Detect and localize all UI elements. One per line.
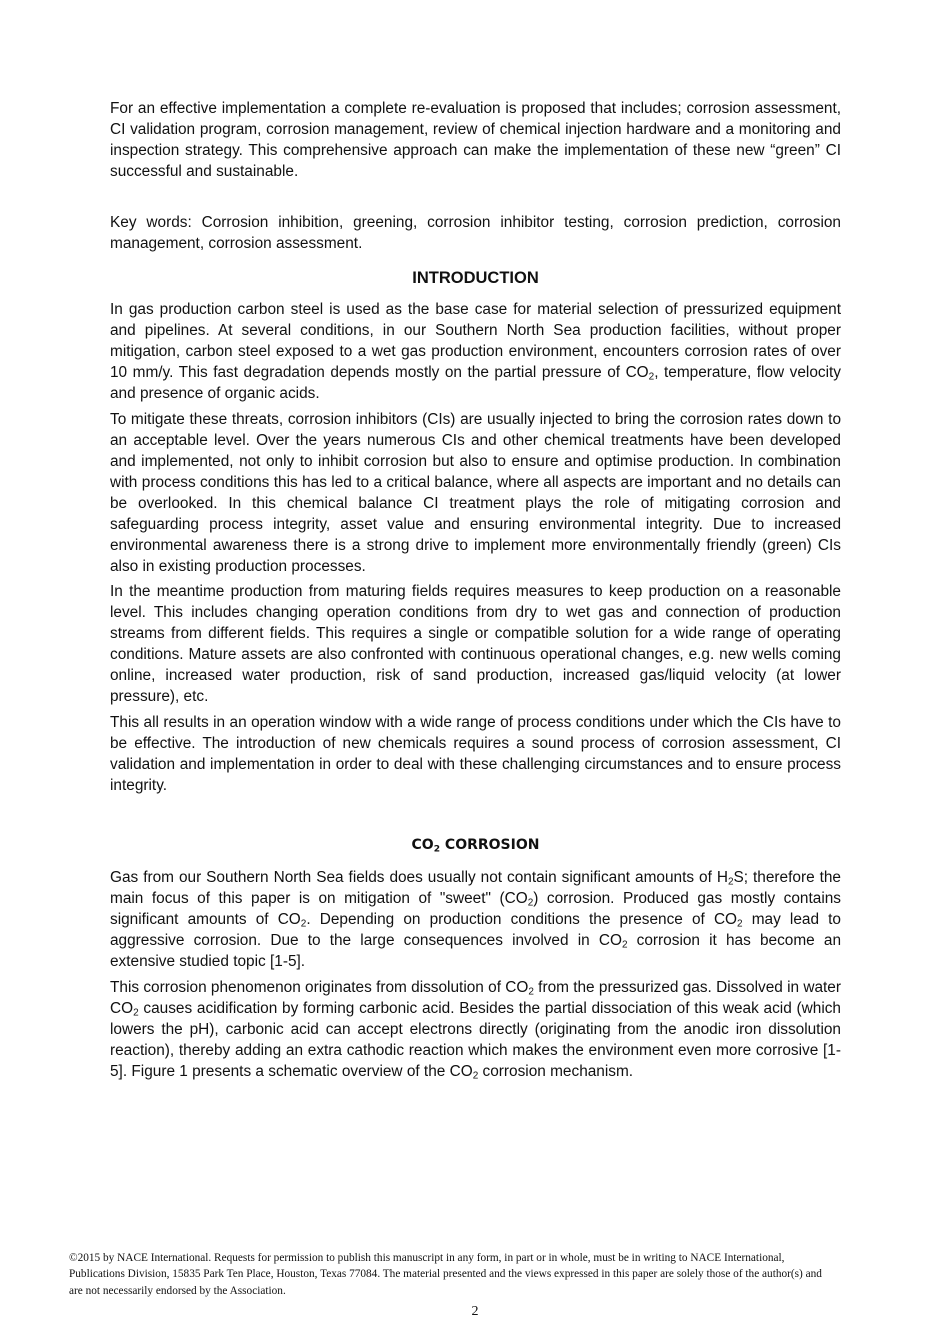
co2-corrosion-heading: $CO_2$ CORROSION bbox=[411, 837, 540, 855]
page-number: 2 bbox=[471, 1304, 479, 1319]
introduction-paragraph-3: In the meantime production from maturing fields requires measures to keep production on a reasonable level. This includes changing operation conditions from dry to wet gas and connection of production streams from different fields. This requires a single or compatible solution for a wide range of operating conditions. Mature assets are also confronted with continuous operational changes, e.g. new wells coming online, increased water production, risk of sand production, increased gas/liquid velocity (at lower pressure), etc. bbox=[110, 583, 841, 705]
co2-corrosion-paragraph-2: This corrosion phenomenon originates from dissolution of $CO_2$ from the pressurized gas. Dissolved in water $CO_2$ causes acidification by forming carbonic acid. Besides the partial dissociation of this weak acid (which lowers the pH), carbonic acid can accept electrons directly (originating from the anodic iron dissolution reaction), thereby adding an extra cathodic reaction which makes the environment even more corrosive [1-5]. Figure 1 presents a schematic overview of the $CO_2$ corrosion mechanism. bbox=[110, 979, 841, 1082]
introduction-heading: INTRODUCTION bbox=[412, 269, 539, 287]
introduction-paragraph-2: To mitigate these threats, corrosion inhibitors (CIs) are usually injected to bring the corrosion rates down to an acceptable level. Over the years numerous CIs and other chemical treatments have been developed and implemented, not only to inhibit corrosion but also to ensure and optimise production. In combination with process conditions this has led to a critical balance, where all aspects are important and no details can be overlooked. In this chemical balance CI treatment plays the role of mitigating corrosion and safeguarding process integrity, asset value and ensuring environmental integrity. Due to increased environmental awareness there is a strong drive to implement more environmentally friendly (green) CIs also in existing production processes. bbox=[110, 411, 841, 575]
introduction-paragraph-1: In gas production carbon steel is used as the base case for material selection of pressurized equipment and pipelines. At several conditions, in our Southern North Sea production facilities, without proper mitigation, carbon steel exposed to a wet gas production environment, encounters corrosion rates of over 10 mm/y. This fast degradation depends mostly on the partial pressure of $CO_2$, temperature, flow velocity and presence of organic acids. bbox=[110, 301, 841, 402]
keywords-line: Key words: Corrosion inhibition, greening, corrosion inhibitor testing, corrosion prediction, corrosion management, corrosion assessment. bbox=[110, 214, 841, 252]
introduction-paragraph-4: This all results in an operation window with a wide range of process conditions under which the CIs have to be effective. The introduction of new chemicals requires a sound process of corrosion assessment, CI validation and implementation in order to deal with these challenging circumstances and to ensure process integrity. bbox=[110, 714, 841, 794]
copyright-footer: ©2015 by NACE International. Requests for permission to publish this manuscript in any form, in part or in whole, must be in writing to NACE International, Publications Division, 15835 Park Ten Place, Houston, Texas 77084. The material presented and the views expressed in this paper are solely those of the author(s) and are not necessarily endorsed by the Association. bbox=[69, 1252, 822, 1297]
abstract-closing-paragraph: For an effective implementation a complete re-evaluation is proposed that includes; corrosion assessment, CI validation program, corrosion management, review of chemical injection hardware and a monitoring and inspection strategy. This comprehensive approach can make the implementation of these new “green” CI successful and sustainable. bbox=[110, 100, 841, 180]
co2-corrosion-paragraph-1: Gas from our Southern North Sea fields does usually not contain significant amounts of $H_2S$; therefore the main focus of this paper is on mitigation of "sweet" $(CO_2)$ corrosion. Produced gas mostly contains significant amounts of $CO_2$. Depending on production conditions the presence of $CO_2$ may lead to aggressive corrosion. Due to the large consequences involved in $CO_2$ corrosion it has become an extensive studied topic [1-5]. bbox=[110, 869, 842, 970]
